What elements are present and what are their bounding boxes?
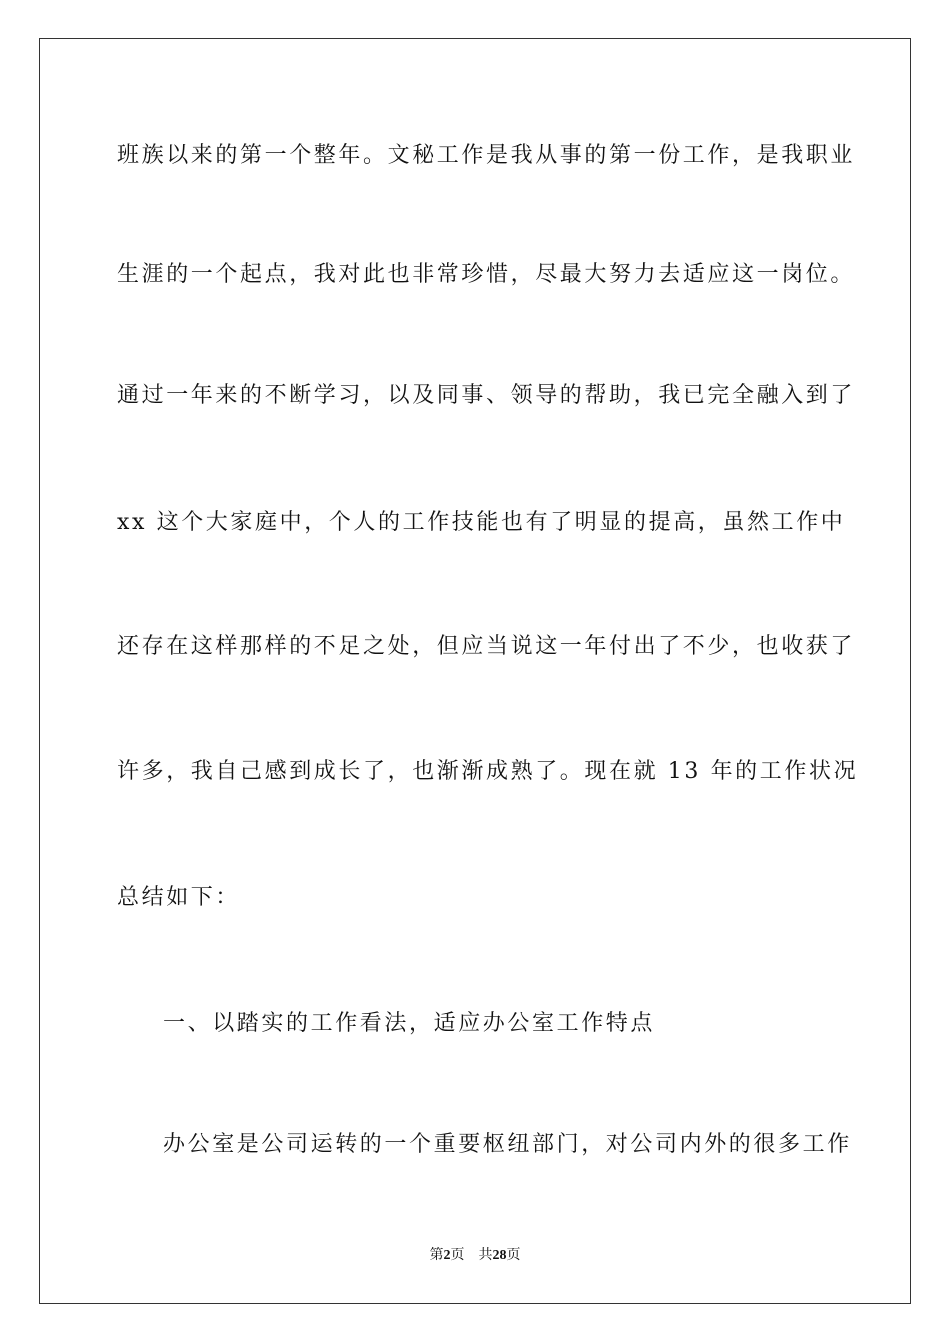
page-footer bbox=[0, 1246, 950, 1266]
body-text-line-1: 班族以来的第一个整年。文秘工作是我从事的第一份工作，是我职业 bbox=[117, 143, 856, 168]
page-border bbox=[39, 38, 911, 1304]
footer-page-suffix: 页 bbox=[450, 1248, 465, 1263]
footer-total-suffix: 页 bbox=[506, 1248, 521, 1263]
body-text-line-3: 通过一年来的不断学习，以及同事、领导的帮助，我已完全融入到了 bbox=[117, 383, 856, 408]
section-heading: 一、以踏实的工作看法，适应办公室工作特点 bbox=[163, 1011, 656, 1036]
body-text-line-6: 许多，我自己感到成长了，也渐渐成熟了。现在就 13 年的工作状况 bbox=[117, 759, 859, 784]
footer-page-number: 2 bbox=[443, 1248, 451, 1263]
body-text-line-4: xx 这个大家庭中，个人的工作技能也有了明显的提高，虽然工作中 bbox=[117, 510, 846, 535]
footer-total-prefix: 共 bbox=[478, 1248, 493, 1263]
body-text-line-5: 还存在这样那样的不足之处，但应当说这一年付出了不少，也收获了 bbox=[117, 634, 856, 659]
footer-page-prefix: 第 bbox=[429, 1248, 444, 1263]
body-text-line-2: 生涯的一个起点，我对此也非常珍惜，尽最大努力去适应这一岗位。 bbox=[117, 262, 856, 287]
body-text-line-8: 办公室是公司运转的一个重要枢纽部门，对公司内外的很多工作 bbox=[163, 1132, 852, 1157]
footer-total-number: 28 bbox=[492, 1248, 507, 1263]
body-text-line-7: 总结如下： bbox=[117, 885, 241, 910]
